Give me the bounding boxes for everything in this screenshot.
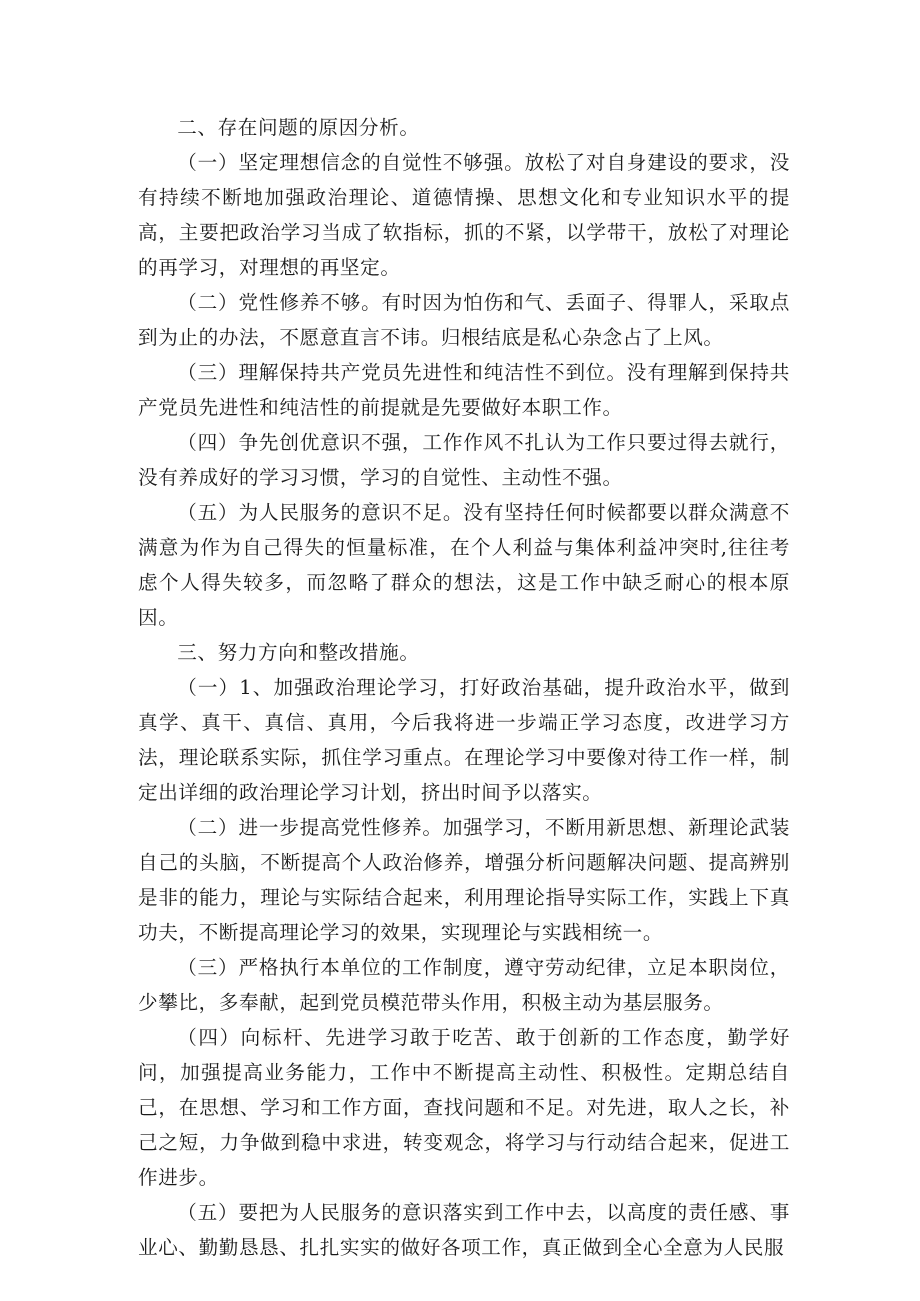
paragraph-serve-people: （五）为人民服务的意识不足。没有坚持任何时候都要以群众满意不满意为作为自己得失的恒量标准，在个人利益与集体利益冲突时,往往考虑个人得失较多，而忽略了群众的想法，这是工作中缺乏耐心的根本原因。 [138, 501, 790, 629]
paragraph-party-spirit: （二）党性修养不够。有时因为怕伤和气、丢面子、得罪人，采取点到为止的办法，不愿意直言不讳。归根结底是私心杂念占了上风。 [138, 291, 790, 349]
paragraph-learn-from-advanced: （四）向标杆、先进学习敢于吃苦、敢于创新的工作态度，勤学好问，加强提高业务能力，工作中不断提高主动性、积极性。定期总结自己，在思想、学习和工作方面，查找问题和不足。对先进，取人之长，补己之短，力争做到稳中求进，转变观念，将学习与行动结合起来，促进工作进步。 [138, 1026, 790, 1189]
paragraph-excellence-awareness: （四）争先创优意识不强，工作作风不扎认为工作只要过得去就行，没有养成好的学习习惯，学习的自觉性、主动性不强。 [138, 431, 790, 489]
paragraph-work-discipline: （三）严格执行本单位的工作制度，遵守劳动纪律，立足本职岗位，少攀比，多奉献，起到党员模范带头作用，积极主动为基层服务。 [138, 956, 790, 1014]
paragraph-political-theory: （一）1、加强政治理论学习，打好政治基础，提升政治水平，做到真学、真干、真信、真用，今后我将进一步端正学习态度，改进学习方法，理论联系实际，抓住学习重点。在理论学习中要像对待工作一样，制定出详细的政治理论学习计划，挤出时间予以落实。 [138, 676, 790, 804]
section-heading-rectification: 三、努力方向和整改措施。 [177, 641, 420, 664]
section-heading-cause-analysis: 二、存在问题的原因分析。 [177, 116, 420, 139]
document-body [138, 110, 790, 1265]
paragraph-improve-party-spirit: （二）进一步提高党性修养。加强学习，不断用新思想、新理论武装自己的头脑，不断提高个人政治修养，增强分析问题解决问题、提高辨别是非的能力，理论与实际结合起来，利用理论指导实际工作，实践上下真功夫，不断提高理论学习的效果，实现理论与实践相统一。 [138, 816, 790, 944]
paragraph-advancedness-purity: （三）理解保持共产党员先进性和纯洁性不到位。没有理解到保持共产党员先进性和纯洁性的前提就是先要做好本职工作。 [138, 361, 790, 419]
paragraph-ideal-belief: （一）坚定理想信念的自觉性不够强。放松了对自身建设的要求，没有持续不断地加强政治理论、道德情操、思想文化和专业知识水平的提高，主要把政治学习当成了软指标，抓的不紧，以学带干，放松了对理论的再学习，对理想的再坚定。 [138, 151, 790, 279]
paragraph-serve-people-practice: （五）要把为人民服务的意识落实到工作中去，以高度的责任感、事业心、勤勤恳恳、扎扎实实的做好各项工作，真正做到全心全意为人民服 [138, 1201, 790, 1259]
